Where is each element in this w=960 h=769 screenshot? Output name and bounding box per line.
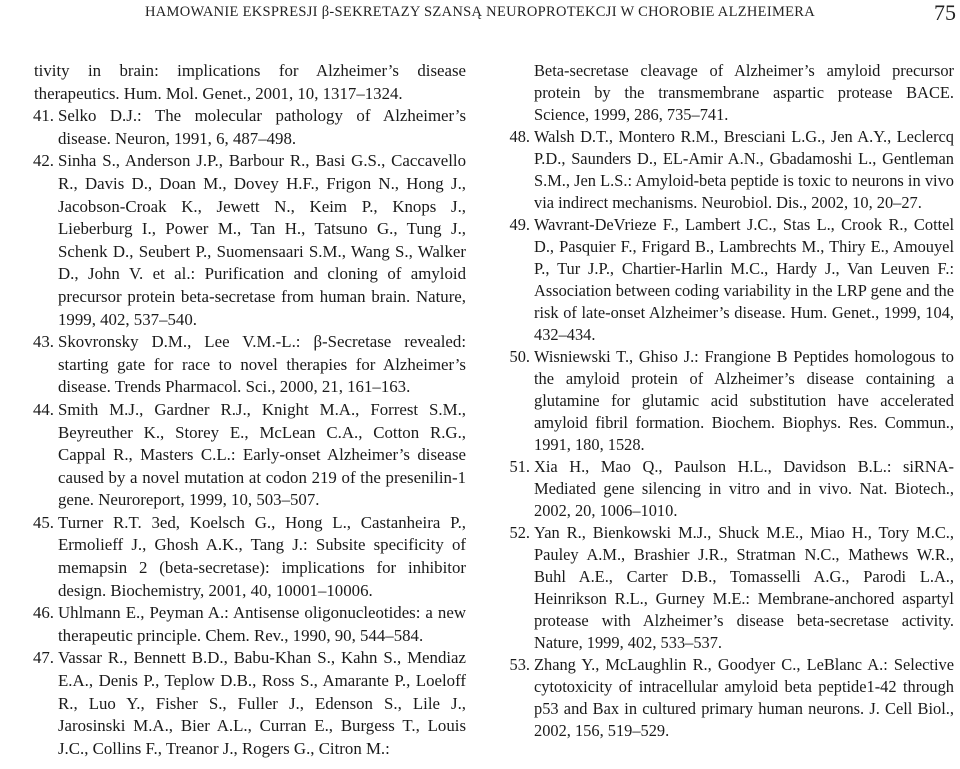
reference-text: Turner R.T. 3ed, Koelsch G., Hong L., Castanheira P., Ermolieff J., Ghosh A.K., Tang J.: Subsite specificity of memapsin 2 (beta-secretase): implications for inhibitor design. Biochemistry, 2001, 40, 10001–10006. — [58, 512, 466, 600]
reference-text: Yan R., Bienkowski M.J., Shuck M.E., Miao H., Tory M.C., Pauley A.M., Brashier J.R., Stratman N.C., Mathews W.R., Buhl A.E., Carter D.B., Tomasselli A.G., Parodi L.A., Heinrikson R.L., Gurney M.E.: Membrane-anchored aspartyl protease with Alzheimer’s disease beta-secretase activity. Nature, 1999, 402, 533–537. — [534, 523, 954, 652]
right-column — [496, 60, 954, 742]
left-column — [20, 60, 466, 760]
page-number: 75 — [934, 0, 956, 25]
reference-44 — [20, 399, 466, 512]
reference-number: 45. — [32, 512, 54, 532]
reference-text: Xia H., Mao Q., Paulson H.L., Davidson B.L.: siRNA-Mediated gene silencing in vitro and in vivo. Nat. Biotech., 2002, 20, 1006–1010. — [534, 457, 954, 520]
reference-number: 44. — [32, 399, 54, 419]
reference-text: Wavrant-DeVrieze F., Lambert J.C., Stas L., Crook R., Cottel D., Pasquier F., Frigard B., Lambrechts M., Thiry E., Amouyel P., Tur J.P., Chartier-Harlin M.C., Hardy J., Van Leuven F.: Association between coding variability in the LRP gene and the risk of late-onset Alzheimer’s disease. Hum. Genet., 1999, 104, 432–434. — [534, 215, 954, 344]
reference-number: 43. — [32, 332, 54, 352]
reference-number: 52. — [509, 523, 530, 542]
reference-number: 50. — [509, 347, 530, 366]
page-header — [0, 0, 960, 40]
reference-text: Zhang Y., McLaughlin R., Goodyer C., LeBlanc A.: Selective cytotoxicity of intracellular amyloid beta peptide1-42 through p53 and Bax in cultured primary human neurons. J. Cell Biol., 2002, 156, 519–529. — [534, 655, 954, 740]
reference-text: Vassar R., Bennett B.D., Babu-Khan S., Kahn S., Mendiaz E.A., Denis P., Teplow D.B., Ross S., Amarante P., Loeloff R., Luo Y., Fisher S., Fuller J., Edenson S., Lile J., Jarosinski M.A., Bier A.L., Curran E., Burgess T., Louis J.C., Collins F., Treanor J., Rogers G., Citron M.: — [58, 648, 466, 758]
reference-number: 42. — [32, 151, 54, 171]
reference-49 — [496, 214, 954, 346]
reference-47 — [20, 647, 466, 760]
reference-43 — [20, 331, 466, 399]
reference-text: Selko D.J.: The molecular pathology of Alzheimer’s disease. Neuron, 1991, 6, 487–498. — [58, 106, 466, 148]
reference-text: Skovronsky D.M., Lee V.M.-L.: β-Secretase revealed: starting gate for race to novel therapies for Alzheimer’s disease. Trends Pharmacol. Sci., 2000, 21, 161–163. — [58, 332, 466, 397]
reference-text: tivity in brain: implications for Alzheimer’s disease therapeutics. Hum. Mol. Genet., 2001, 10, 1317–1324. — [34, 61, 466, 103]
running-title: HAMOWANIE EKSPRESJI β-SEKRETAZY SZANSĄ NEUROPROTEKCJI W CHOROBIE ALZHEIMERA — [144, 4, 816, 20]
reference-number: 51. — [509, 457, 530, 476]
reference-text: Smith M.J., Gardner R.J., Knight M.A., Forrest S.M., Beyreuther K., Storey E., McLean C.A., Cotton R.G., Cappal R., Masters C.L.: Early-onset Alzheimer’s disease caused by a novel mutation at codon 219 of the presenilin-1 gene. Neuroreport, 1999, 10, 503–507. — [58, 399, 466, 510]
reference-46 — [20, 602, 466, 647]
reference-continuation — [496, 60, 954, 126]
reference-number: 48. — [509, 127, 530, 146]
reference-41 — [20, 105, 466, 150]
reference-45 — [20, 512, 466, 602]
reference-text: Wisniewski T., Ghiso J.: Frangione B Peptides homologous to the amyloid protein of Alzheimer’s disease containing a glutamine for glutamic acid substitution have accelerated amyloid fibril formation. Biochem. Biophys. Res. Commun., 1991, 180, 1528. — [534, 347, 954, 454]
reference-51 — [496, 456, 954, 522]
reference-number: 49. — [509, 215, 530, 234]
reference-number: 47. — [32, 648, 54, 668]
reference-53 — [496, 654, 954, 742]
reference-42 — [20, 150, 466, 331]
reference-text: Sinha S., Anderson J.P., Barbour R., Basi G.S., Caccavello R., Davis D., Doan M., Dovey H.F., Frigon N., Hong J., Jacobson-Croak K., Jewett N., Keim P., Knops J., Lieberburg I., Power M., Tan H., Tatsuno G., Tung J., Schenk D., Seubert P., Suomensaari S.M., Wang S., Walker D., John V. et al.: Purification and cloning of amyloid precursor protein beta-secretase from human brain. Nature, 1999, 402, 537–540. — [58, 151, 466, 329]
reference-text: Uhlmann E., Peyman A.: Antisense oligonucleotides: a new therapeutic principle. Chem. Rev., 1990, 90, 544–584. — [58, 603, 466, 645]
reference-number: 53. — [509, 655, 530, 674]
reference-52 — [496, 522, 954, 654]
reference-50 — [496, 346, 954, 456]
reference-number: 41. — [32, 106, 54, 126]
reference-48 — [496, 126, 954, 214]
reference-text: Beta-secretase cleavage of Alzheimer’s amyloid precursor protein by the transmembrane aspartic protease BACE. Science, 1999, 286, 735–741. — [534, 61, 954, 124]
reference-text: Walsh D.T., Montero R.M., Bresciani L.G., Jen A.Y., Leclercq P.D., Saunders D., EL-Amir A.N., Gbadamoshi L., Gentleman S.M., Jen L.S.: Amyloid-beta peptide is toxic to neurons in vivo via indirect mechanisms. Neurobiol. Dis., 2002, 10, 20–27. — [534, 127, 954, 212]
reference-number: 46. — [32, 603, 54, 623]
reference-continuation — [20, 60, 466, 105]
